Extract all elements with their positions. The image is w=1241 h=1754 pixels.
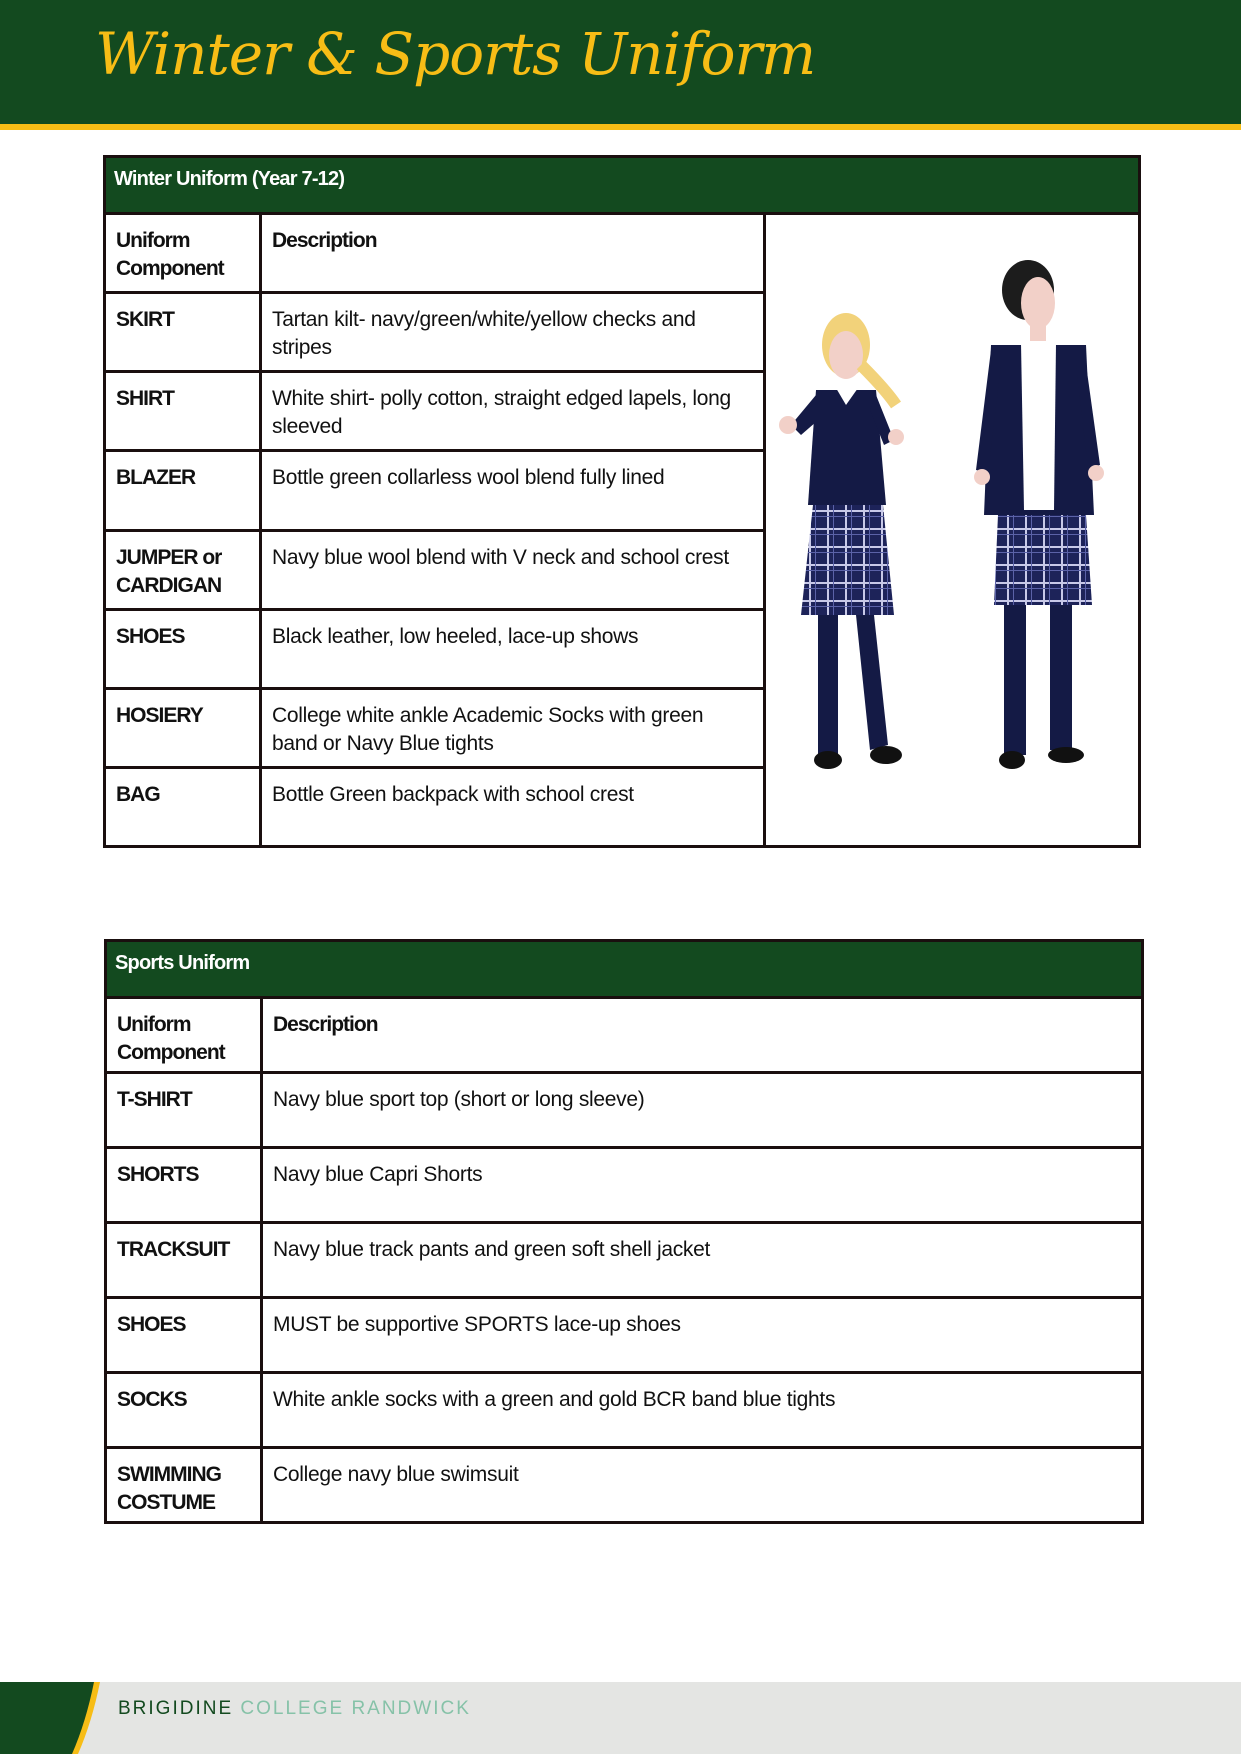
component-name: SHIRT bbox=[116, 387, 174, 411]
header-description: Description bbox=[272, 229, 377, 252]
winter-table-caption: Winter Uniform (Year 7-12) bbox=[105, 157, 1140, 214]
table-row bbox=[106, 1073, 1143, 1148]
table-row bbox=[106, 1298, 1143, 1373]
component-name: SWIMMING COSTUME bbox=[117, 1463, 221, 1514]
footer-swoosh-graphic bbox=[0, 1682, 110, 1754]
component-description: Navy blue sport top (short or long sleeve) bbox=[273, 1088, 645, 1111]
component-name: SHOES bbox=[116, 624, 185, 648]
students-illustration bbox=[766, 215, 1141, 845]
component-description: Navy blue track pants and green soft shell jacket bbox=[273, 1238, 711, 1261]
component-description: Navy blue wool blend with V neck and school crest bbox=[272, 545, 729, 569]
component-name: SHOES bbox=[117, 1313, 186, 1336]
table-row bbox=[106, 1373, 1143, 1448]
component-name: JUMPER or CARDIGAN bbox=[116, 545, 222, 597]
component-description: MUST be supportive SPORTS lace-up shoes bbox=[273, 1313, 681, 1336]
table-header-row bbox=[106, 998, 1143, 1073]
table-row bbox=[106, 1148, 1143, 1223]
banner-gold-stripe bbox=[0, 124, 1241, 130]
title-banner bbox=[0, 0, 1241, 124]
sports-table-caption: Sports Uniform bbox=[106, 941, 1143, 998]
component-name: BLAZER bbox=[116, 466, 196, 490]
uniform-illustration bbox=[765, 214, 1140, 847]
footer-brand-brigidine: BRIGIDINE bbox=[118, 1698, 234, 1719]
component-description: Bottle Green backpack with school crest bbox=[272, 782, 634, 806]
component-name: SKIRT bbox=[116, 308, 174, 332]
header-component: Uniform Component bbox=[116, 229, 224, 280]
header-component: Uniform Component bbox=[117, 1013, 225, 1064]
student-right-figure bbox=[974, 260, 1104, 769]
header-description: Description bbox=[273, 1013, 378, 1036]
table-row bbox=[106, 1223, 1143, 1298]
component-name: BAG bbox=[116, 782, 160, 806]
component-description: Navy blue Capri Shorts bbox=[273, 1163, 483, 1186]
component-description: White ankle socks with a green and gold BCR band blue tights bbox=[273, 1388, 836, 1411]
component-name: T-SHIRT bbox=[117, 1088, 192, 1111]
component-name: TRACKSUIT bbox=[117, 1238, 230, 1261]
component-description: Bottle green collarless wool blend fully lined bbox=[272, 466, 665, 490]
footer bbox=[0, 1682, 1241, 1754]
table-row bbox=[106, 1448, 1143, 1523]
student-left-figure bbox=[779, 313, 904, 769]
sports-uniform-table bbox=[104, 939, 1144, 1524]
page-title: Winter & Sports Uniform bbox=[95, 20, 816, 88]
footer-brand bbox=[118, 1698, 471, 1720]
component-description: College navy blue swimsuit bbox=[273, 1463, 519, 1486]
component-description: Black leather, low heeled, lace-up shows bbox=[272, 624, 639, 648]
component-name: HOSIERY bbox=[116, 703, 203, 727]
footer-brand-college: COLLEGE RANDWICK bbox=[240, 1698, 471, 1719]
table-header-row bbox=[105, 214, 1140, 293]
component-name: SHORTS bbox=[117, 1163, 199, 1186]
component-description: White shirt- polly cotton, straight edged lapels, long sleeved bbox=[272, 387, 731, 439]
component-name: SOCKS bbox=[117, 1388, 187, 1411]
component-description: Tartan kilt- navy/green/white/yellow checks and stripes bbox=[272, 308, 696, 360]
component-description: College white ankle Academic Socks with green band or Navy Blue tights bbox=[272, 703, 704, 755]
winter-uniform-table bbox=[103, 155, 1141, 848]
